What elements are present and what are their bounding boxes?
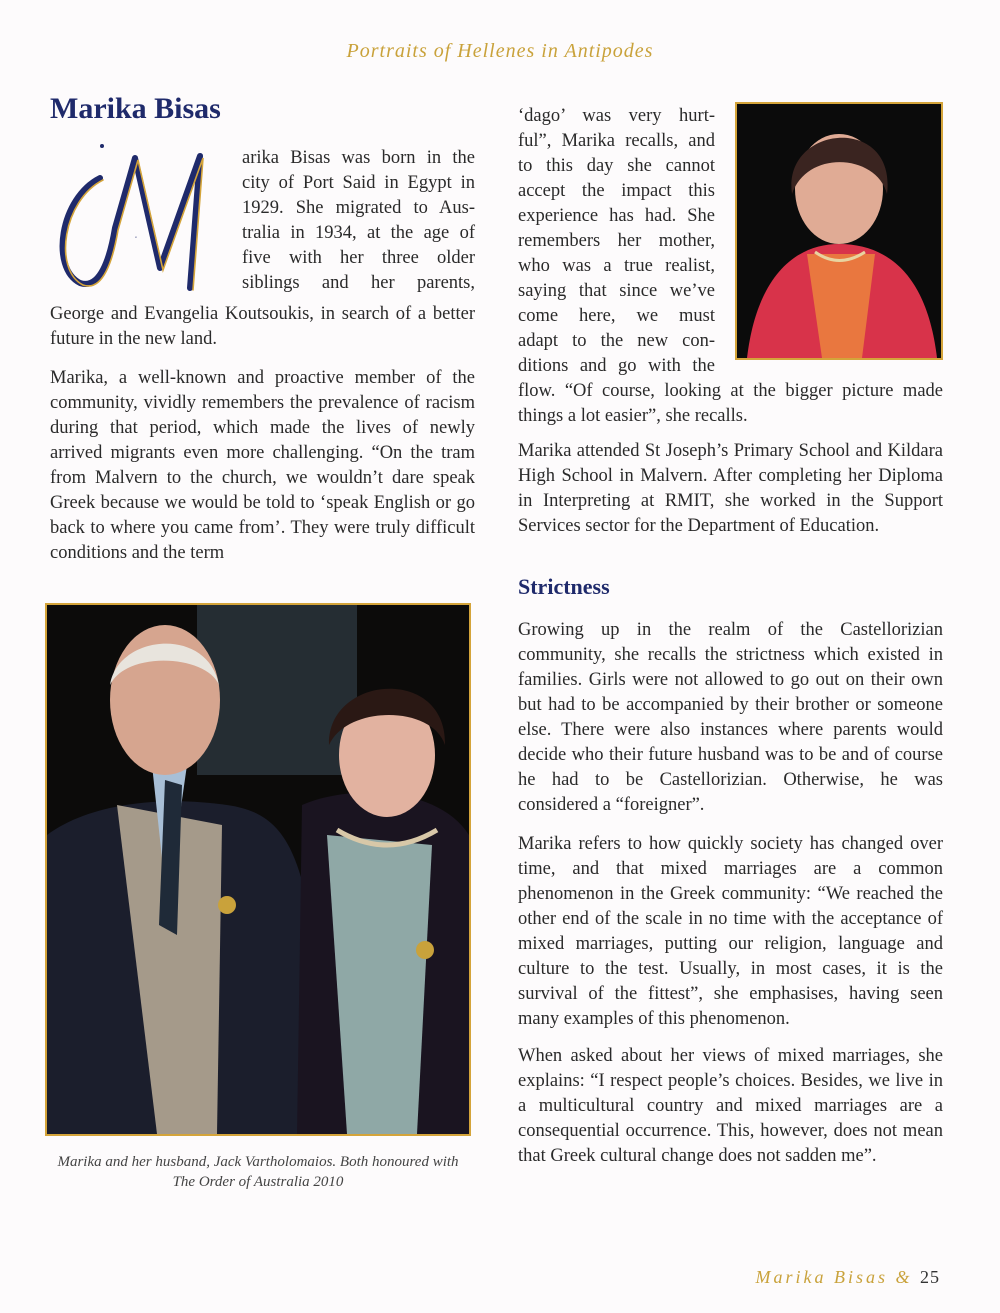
page-number: 25 [920, 1267, 940, 1287]
intro-line: siblings and her parents, [242, 273, 475, 293]
paragraph-mixed-marriages: Marika refers to how quickly society has changed over time, and that mixed marriages are a common phenomenon in the Greek community: “We reached the other end of the scale in no time with the acceptance of mixed marriages, putting our religion, language and culture to the test. Usually, in most cases, it is the survival of the fittest”, she emphasises, having seen many examples of this phenomenon. [518, 834, 943, 1029]
paragraph-views: When asked about her views of mixed marriages, she explains: “I respect people’s choices. Besides, we live in a multicultural country and mixed marriages are a consequential occurrence. This, however, does not mean that Greek cultural change does not sadden me”. [518, 1046, 943, 1166]
paragraph-racism: Marika, a well-known and proactive member of the community, vividly remembers the prevalence of racism during that period, which made the lives of newly arrived migrants even more challenging. “On the tram from Malvern to the church, we wouldn’t dare speak Greek because we would be told to ‘speak English or go back to where you came from’. They were truly difficult conditions and the term [50, 368, 475, 563]
col2-line: who was a true realist, [518, 256, 715, 276]
couple-photo-illustration [47, 605, 469, 1134]
dropcap-m-ornament [40, 138, 240, 298]
col2-line: ful”, Marika recalls, and [518, 131, 715, 151]
article-title: Marika Bisas [50, 92, 221, 125]
paragraph-strictness: Growing up in the realm of the Castellorizian community, she recalls the strictness which existed in families. Girls were not allowed to go out on their own but had to be accompanied by their brother or someone else. There were also instances where parents would decide who their future husband was to be and of course he had to be Castellorizian. Otherwise, he was considered a “foreigner”. [518, 620, 943, 815]
col2-line: to this day she cannot [518, 156, 715, 176]
col2-paragraph-end: flow. “Of course, looking at the bigger picture made things a lot easier”, she recalls. [518, 381, 943, 426]
col2-line: come here, we must [518, 306, 715, 326]
couple-photo [45, 603, 471, 1136]
running-head: Portraits of Hellenes in Antipodes [346, 40, 654, 62]
col2-line: ‘dago’ was very hurt- [518, 106, 715, 126]
marika-portrait-photo [735, 102, 943, 360]
footer-running-name: Marika Bisas [755, 1267, 888, 1287]
paragraph-education: Marika attended St Joseph’s Primary School and Kildara High School in Malvern. After completing her Diploma in Interpreting at RMIT, she worked in the Support Services sector for the Department of Education. [518, 441, 943, 536]
col2-line: accept the impact this [518, 181, 715, 201]
footer-ampersand: & [895, 1267, 913, 1287]
dropcap-letter: M [135, 237, 137, 239]
photo-caption: Marika and her husband, Jack Vartholomaios. Both honoured with The Order of Australia 2010 [57, 1154, 459, 1190]
col2-line: saying that since we’ve [518, 281, 715, 301]
intro-line: city of Port Said in Egypt in [242, 173, 475, 193]
page-footer [755, 1267, 940, 1288]
intro-line: arika Bisas was born in the [242, 148, 475, 168]
intro-paragraph-end: George and Evangelia Koutsoukis, in search of a better future in the new land. [50, 304, 475, 349]
col2-line: adapt to the new con- [518, 331, 715, 351]
intro-line: tralia in 1934, at the age of [242, 223, 475, 243]
subheading-strictness: Strictness [518, 574, 610, 599]
intro-line: 1929. She migrated to Aus- [242, 198, 475, 218]
intro-line: five with her three older [242, 248, 475, 268]
col2-line: experience has had. She [518, 206, 715, 226]
col2-line: ditions and go with the [518, 356, 715, 376]
portrait-illustration [737, 104, 941, 358]
col2-line: remembers her mother, [518, 231, 715, 251]
